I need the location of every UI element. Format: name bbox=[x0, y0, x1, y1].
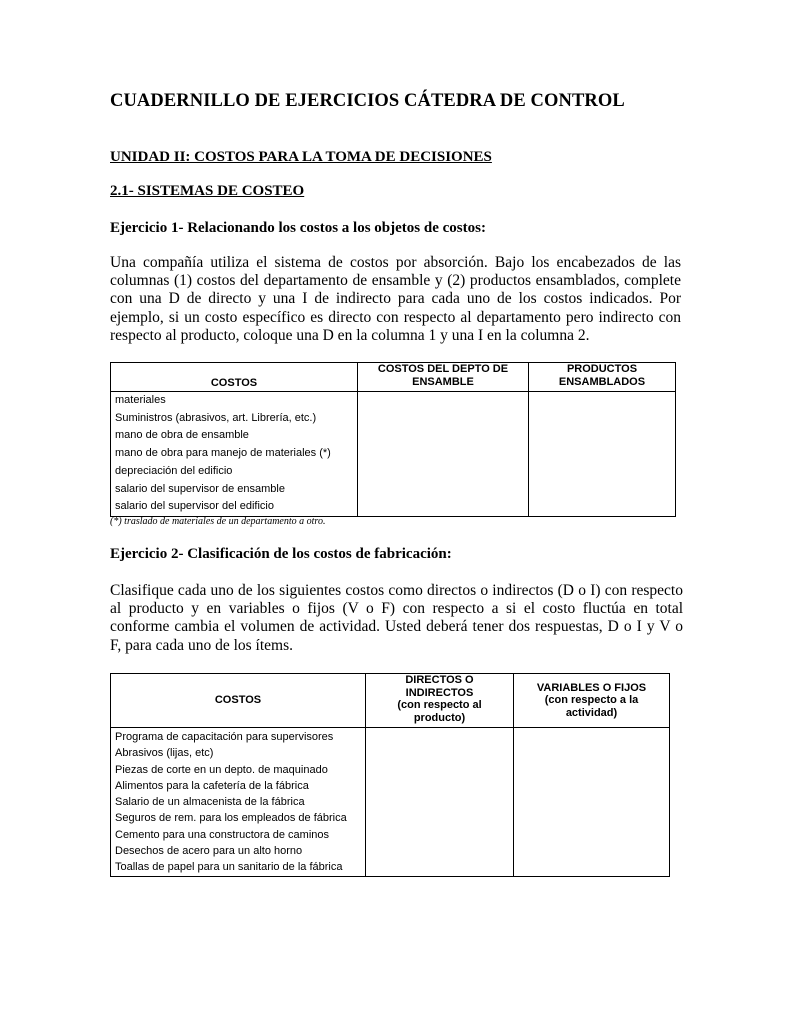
list-item: Alimentos para la cafetería de la fábrica bbox=[115, 779, 309, 792]
answer-cell-variables[interactable] bbox=[514, 728, 670, 877]
header-line: (con respecto al bbox=[397, 699, 482, 711]
header-line: DIRECTOS O bbox=[405, 674, 474, 686]
exercise1-table bbox=[110, 362, 676, 517]
paragraph-line: conforme cambia el volumen de actividad. Usted deberá tener dos respuestas, D o I y V o bbox=[110, 618, 683, 636]
paragraph-line: al producto y en variables o fijos (V o F) con respecto a si el costo fluctúa en total bbox=[110, 600, 683, 618]
exercise2-paragraph bbox=[110, 582, 683, 655]
header-directos-indirectos bbox=[366, 674, 514, 728]
answer-cell-directos[interactable] bbox=[366, 728, 514, 877]
costs-list bbox=[111, 392, 358, 517]
exercise1-paragraph bbox=[110, 254, 681, 345]
answer-cell-depto[interactable] bbox=[358, 392, 529, 517]
header-variables-fijos bbox=[514, 674, 670, 728]
list-item: salario del supervisor del edificio bbox=[115, 500, 274, 513]
document-title: CUADERNILLO DE EJERCICIOS CÁTEDRA DE CONTROL bbox=[110, 91, 625, 111]
answer-cell-productos[interactable] bbox=[529, 392, 676, 517]
paragraph-line: columnas (1) costos del departamento de ensamble y (2) productos ensamblados, complete bbox=[110, 272, 681, 290]
paragraph-line: Clasifique cada uno de los siguientes costos como directos o indirectos (D o I) con respecto bbox=[110, 582, 683, 599]
list-item: Toallas de papel para un sanitario de la fábrica bbox=[115, 861, 343, 874]
header-line: producto) bbox=[413, 711, 466, 724]
list-item: salario del supervisor de ensamble bbox=[115, 482, 285, 495]
header-costos: COSTOS bbox=[111, 674, 366, 728]
header-line: (con respecto a la bbox=[544, 694, 639, 707]
exercise2-heading: Ejercicio 2- Clasificación de los costos de fabricación: bbox=[110, 546, 452, 562]
section-heading: 2.1- SISTEMAS DE COSTEO bbox=[110, 183, 305, 199]
list-item: Programa de capacitación para supervisores bbox=[115, 731, 334, 743]
footnote: (*) traslado de materiales de un departamento a otro. bbox=[110, 516, 326, 527]
header-line: actividad) bbox=[565, 706, 618, 719]
list-item: Abrasivos (lijas, etc) bbox=[115, 747, 214, 760]
unit-heading: UNIDAD II: COSTOS PARA LA TOMA DE DECISIONES bbox=[110, 149, 492, 165]
header-costos: COSTOS bbox=[111, 363, 358, 392]
list-item: Piezas de corte en un depto. de maquinado bbox=[115, 763, 328, 776]
header-productos: PRODUCTOS ENSAMBLADOS bbox=[529, 363, 676, 392]
paragraph-line: ejemplo, si un costo específico es directo con respecto al departamento pero indirecto con bbox=[110, 308, 681, 326]
paragraph-line: Una compañía utiliza el sistema de costos por absorción. Bajo los encabezados de las bbox=[110, 254, 681, 271]
paragraph-line: con una D de directo y una I de indirecto para cada uno de los costos indicados. Por bbox=[110, 290, 681, 308]
paragraph-line: F, para cada uno de los ítems. bbox=[110, 636, 293, 654]
header-line: VARIABLES O FIJOS bbox=[536, 681, 647, 694]
exercise1-heading: Ejercicio 1- Relacionando los costos a los objetos de costos: bbox=[110, 220, 486, 236]
list-item: Desechos de acero para un alto horno bbox=[115, 845, 303, 858]
list-item: mano de obra para manejo de materiales (*) bbox=[115, 447, 331, 460]
list-item: depreciación del edificio bbox=[115, 464, 233, 477]
list-item: mano de obra de ensamble bbox=[115, 429, 249, 442]
header-line: INDIRECTOS bbox=[405, 686, 474, 699]
list-item: Cemento para una constructora de caminos bbox=[115, 828, 330, 841]
header-depto-ensamble: COSTOS DEL DEPTO DE ENSAMBLE bbox=[358, 363, 529, 392]
costs-list bbox=[111, 728, 366, 877]
list-item: Seguros de rem. para los empleados de fábrica bbox=[115, 812, 347, 825]
list-item: Suministros (abrasivos, art. Librería, etc.) bbox=[115, 411, 317, 424]
list-item: Salario de un almacenista de la fábrica bbox=[115, 796, 305, 809]
list-item: materiales bbox=[115, 394, 166, 406]
exercise2-table bbox=[110, 673, 670, 877]
paragraph-line: respecto al producto, coloque una D en la columna 1 y una I en la columna 2. bbox=[110, 326, 590, 344]
